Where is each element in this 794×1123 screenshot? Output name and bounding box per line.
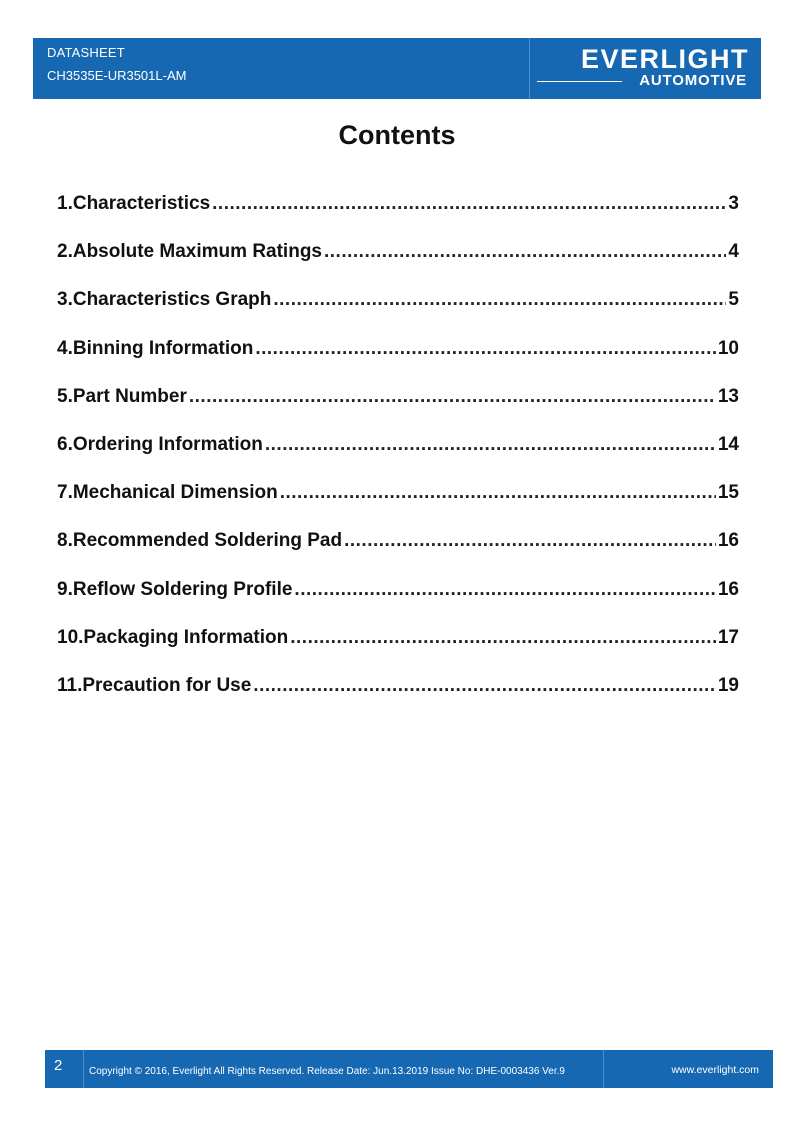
- page-header: [33, 38, 761, 99]
- toc-dot-leader: [280, 482, 716, 504]
- toc-entry-label: 6.Ordering Information: [57, 433, 263, 455]
- toc-dot-leader: [294, 579, 715, 601]
- toc-entry[interactable]: [57, 193, 739, 241]
- footer-divider: [83, 1050, 84, 1088]
- toc-dot-leader: [253, 675, 716, 697]
- toc-entry-page: 5: [728, 289, 739, 311]
- toc-entry-label: 11.Precaution for Use: [57, 674, 252, 696]
- toc-entry[interactable]: [57, 338, 739, 386]
- header-divider: [529, 38, 530, 99]
- toc-dot-leader: [324, 241, 726, 263]
- toc-entry[interactable]: [57, 289, 739, 337]
- table-of-contents: [57, 193, 739, 723]
- toc-entry-label: 2.Absolute Maximum Ratings: [57, 241, 322, 263]
- toc-entry-page: 16: [717, 578, 739, 600]
- logo-subtitle: AUTOMOTIVE: [639, 72, 747, 89]
- toc-entry[interactable]: [57, 241, 739, 289]
- toc-entry-label: 10.Packaging Information: [57, 626, 289, 648]
- toc-entry-label: 3.Characteristics Graph: [57, 289, 272, 311]
- toc-entry-label: 5.Part Number: [57, 385, 187, 407]
- toc-dot-leader: [212, 193, 726, 215]
- toc-entry-page: 3: [728, 193, 739, 214]
- toc-entry-label: 8.Recommended Soldering Pad: [57, 530, 343, 552]
- toc-entry-page: 4: [728, 241, 739, 263]
- toc-dot-leader: [265, 434, 716, 456]
- toc-dot-leader: [255, 338, 716, 360]
- toc-entry-page: 13: [717, 385, 739, 407]
- toc-entry-label: 4.Binning Information: [57, 337, 254, 359]
- toc-dot-leader: [344, 530, 716, 552]
- part-number: CH3535E-UR3501L-AM: [47, 68, 187, 83]
- everlight-logo: [537, 44, 751, 92]
- toc-entry[interactable]: [57, 530, 739, 578]
- toc-entry[interactable]: [57, 579, 739, 627]
- toc-entry[interactable]: [57, 482, 739, 530]
- toc-entry[interactable]: [57, 627, 739, 675]
- page-number: 2: [54, 1057, 63, 1074]
- toc-entry-label: 9.Reflow Soldering Profile: [57, 578, 293, 600]
- toc-entry[interactable]: [57, 434, 739, 482]
- footer-divider: [603, 1050, 604, 1088]
- page-title: Contents: [338, 120, 456, 150]
- toc-entry-page: 16: [717, 530, 739, 552]
- toc-entry[interactable]: [57, 675, 739, 723]
- toc-entry-page: 17: [717, 626, 739, 648]
- toc-entry-page: 10: [717, 337, 739, 359]
- logo-brand: EVERLIGHT: [580, 44, 749, 74]
- toc-entry-label: 7.Mechanical Dimension: [57, 482, 278, 504]
- toc-entry-page: 14: [717, 433, 739, 455]
- toc-entry[interactable]: [57, 386, 739, 434]
- toc-entry-label: 1.Characteristics: [57, 193, 211, 214]
- toc-entry-page: 15: [717, 482, 739, 504]
- toc-dot-leader: [290, 627, 716, 649]
- copyright-notice: Copyright © 2016, Everlight All Rights Reserved. Release Date: Jun.13.2019 Issue No: DHE-0003436 Ver.9: [89, 1066, 565, 1077]
- toc-entry-page: 19: [717, 674, 739, 696]
- toc-dot-leader: [273, 289, 726, 311]
- document-type: DATASHEET: [47, 45, 125, 60]
- logo-rule: [537, 81, 622, 82]
- page-footer: [45, 1050, 773, 1088]
- website-link[interactable]: www.everlight.com: [671, 1064, 759, 1076]
- toc-dot-leader: [189, 386, 716, 408]
